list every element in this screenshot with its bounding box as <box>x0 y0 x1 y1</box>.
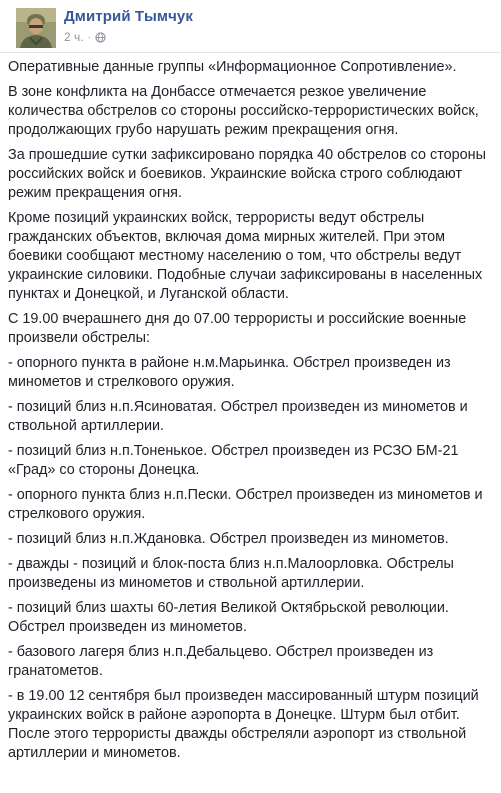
post-body <box>8 58 493 769</box>
post-paragraph: В зоне конфликта на Донбассе отмечается резкое увеличение количества обстрелов со стороны российско-террористических войск, продолжающих грубо нарушать режим прекращения огня. <box>8 84 479 138</box>
post-paragraph: - дважды - позиций и блок-поста близ н.п.Малоорловка. Обстрелы произведены из минометов и ствольной артиллерии. <box>8 556 454 591</box>
post-paragraph: - в 19.00 12 сентября был произведен массированный штурм позиций украинских войск в районе аэропорта в Донецке. Штурм был отбит. После этого террористы дважды обстреляли аэропорт из ствольной артиллерии и минометов. <box>8 688 479 761</box>
post-paragraph: С 19.00 вчерашнего дня до 07.00 террористы и российские военные произвели обстрелы: <box>8 311 467 346</box>
globe-icon[interactable] <box>95 32 106 43</box>
post-paragraph: За прошедшие сутки зафиксировано порядка 40 обстрелов со стороны российских войск и боевиков. Украинские войска строго соблюдают режим прекращения огня. <box>8 147 486 201</box>
author-avatar[interactable] <box>16 8 56 48</box>
post-paragraph: - опорного пункта в районе н.м.Марьинка. Обстрел произведен из минометов и стрелкового оружия. <box>8 355 451 390</box>
post-paragraph: - базового лагеря близ н.п.Дебальцево. Обстрел произведен из гранатометов. <box>8 644 434 679</box>
post-paragraph: - опорного пункта близ н.п.Пески. Обстрел произведен из минометов и стрелкового оружия. <box>8 487 483 522</box>
post-meta <box>64 30 106 44</box>
avatar-image <box>16 8 56 48</box>
post-paragraph: Кроме позиций украинских войск, террористы ведут обстрелы гражданских объектов, включая дома мирных жителей. При этом боевики сообщают местному населению о том, что обстрелы ведут украинские силовики. Подобные случаи зафиксированы в населенных пунктах и Донецкой, и Луганской области. <box>8 210 483 302</box>
post-paragraph: Оперативные данные группы «Информационное Сопротивление». <box>8 59 457 75</box>
header-divider <box>0 52 501 53</box>
post-paragraph: - позиций близ шахты 60-летия Великой Октябрьской революции. Обстрел произведен из минометов. <box>8 600 449 635</box>
meta-separator: · <box>87 31 91 43</box>
post-paragraph: - позиций близ н.п.Ждановка. Обстрел произведен из минометов. <box>8 531 449 547</box>
post-paragraph: - позиций близ н.п.Ясиноватая. Обстрел произведен из минометов и ствольной артиллерии. <box>8 399 468 434</box>
post-paragraph: - позиций близ н.п.Тоненькое. Обстрел произведен из РСЗО БМ-21 «Град» со стороны Донецка. <box>8 443 459 478</box>
post-header <box>8 0 493 52</box>
post-timestamp[interactable]: 2 ч. <box>64 30 84 44</box>
author-name[interactable]: Дмитрий Тымчук <box>64 8 193 25</box>
